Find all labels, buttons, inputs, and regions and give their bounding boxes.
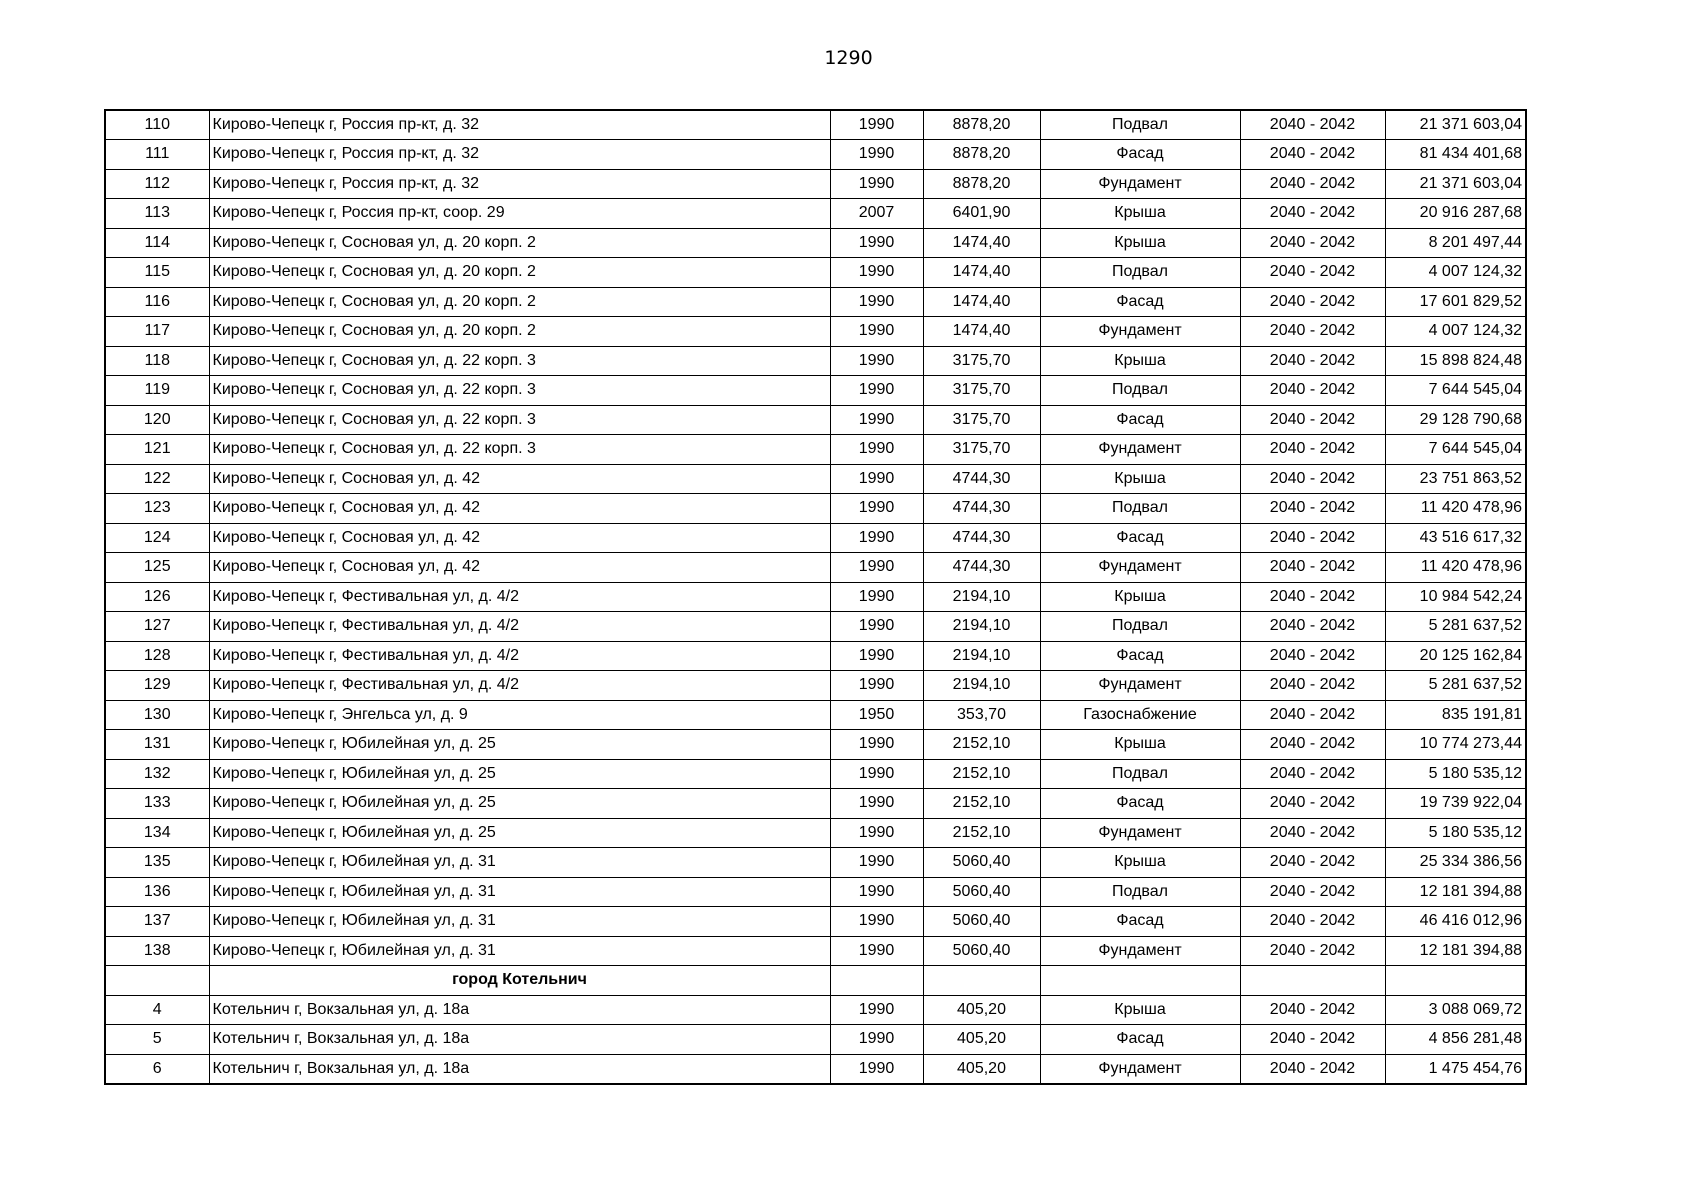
year-built-cell: 1990: [830, 848, 923, 878]
area-cell: 5060,40: [923, 877, 1040, 907]
period-cell: 2040 - 2042: [1240, 877, 1385, 907]
period-cell: 2040 - 2042: [1240, 199, 1385, 229]
cost-cell: 4 007 124,32: [1385, 258, 1526, 288]
area-cell: 405,20: [923, 1054, 1040, 1084]
row-number-cell: 120: [105, 405, 209, 435]
table-row: [105, 936, 1526, 966]
year-built-cell: [830, 966, 923, 996]
work-type-cell: Газоснабжение: [1040, 700, 1240, 730]
cost-cell: 5 281 637,52: [1385, 612, 1526, 642]
period-cell: 2040 - 2042: [1240, 494, 1385, 524]
table-row: [105, 346, 1526, 376]
address-cell: Кирово-Чепецк г, Сосновая ул, д. 42: [209, 553, 830, 583]
row-number-cell: 110: [105, 110, 209, 140]
year-built-cell: 1990: [830, 405, 923, 435]
table-row: [105, 405, 1526, 435]
year-built-cell: 1990: [830, 228, 923, 258]
address-cell: Кирово-Чепецк г, Фестивальная ул, д. 4/2: [209, 612, 830, 642]
address-cell: Кирово-Чепецк г, Фестивальная ул, д. 4/2: [209, 641, 830, 671]
year-built-cell: 1990: [830, 671, 923, 701]
address-cell: Котельнич г, Вокзальная ул, д. 18а: [209, 1025, 830, 1055]
row-number-cell: 119: [105, 376, 209, 406]
cost-cell: 23 751 863,52: [1385, 464, 1526, 494]
period-cell: 2040 - 2042: [1240, 730, 1385, 760]
table-row: [105, 995, 1526, 1025]
year-built-cell: 1950: [830, 700, 923, 730]
row-number-cell: 136: [105, 877, 209, 907]
work-type-cell: Фасад: [1040, 789, 1240, 819]
address-cell: Кирово-Чепецк г, Энгельса ул, д. 9: [209, 700, 830, 730]
year-built-cell: 1990: [830, 376, 923, 406]
period-cell: 2040 - 2042: [1240, 346, 1385, 376]
row-number-cell: 129: [105, 671, 209, 701]
cost-cell: 8 201 497,44: [1385, 228, 1526, 258]
area-cell: 405,20: [923, 1025, 1040, 1055]
period-cell: 2040 - 2042: [1240, 464, 1385, 494]
table-row: [105, 1025, 1526, 1055]
address-cell: Кирово-Чепецк г, Юбилейная ул, д. 31: [209, 877, 830, 907]
area-cell: 4744,30: [923, 523, 1040, 553]
work-type-cell: Фасад: [1040, 405, 1240, 435]
period-cell: 2040 - 2042: [1240, 936, 1385, 966]
work-type-cell: Фундамент: [1040, 169, 1240, 199]
period-cell: 2040 - 2042: [1240, 140, 1385, 170]
period-cell: 2040 - 2042: [1240, 287, 1385, 317]
period-cell: 2040 - 2042: [1240, 405, 1385, 435]
year-built-cell: 2007: [830, 199, 923, 229]
table-row: [105, 140, 1526, 170]
row-number-cell: 118: [105, 346, 209, 376]
address-cell: Кирово-Чепецк г, Россия пр-кт, соор. 29: [209, 199, 830, 229]
area-cell: 1474,40: [923, 258, 1040, 288]
year-built-cell: 1990: [830, 818, 923, 848]
row-number-cell: 113: [105, 199, 209, 229]
cost-cell: 29 128 790,68: [1385, 405, 1526, 435]
row-number-cell: 135: [105, 848, 209, 878]
work-type-cell: Фундамент: [1040, 553, 1240, 583]
area-cell: 3175,70: [923, 376, 1040, 406]
work-type-cell: Фундамент: [1040, 435, 1240, 465]
year-built-cell: 1990: [830, 1054, 923, 1084]
work-type-cell: Фасад: [1040, 641, 1240, 671]
work-type-cell: Крыша: [1040, 995, 1240, 1025]
area-cell: 3175,70: [923, 435, 1040, 465]
row-number-cell: 122: [105, 464, 209, 494]
year-built-cell: 1990: [830, 258, 923, 288]
address-cell: Котельнич г, Вокзальная ул, д. 18а: [209, 995, 830, 1025]
year-built-cell: 1990: [830, 789, 923, 819]
table-row: [105, 376, 1526, 406]
area-cell: 1474,40: [923, 287, 1040, 317]
address-cell: Кирово-Чепецк г, Россия пр-кт, д. 32: [209, 110, 830, 140]
year-built-cell: 1990: [830, 464, 923, 494]
cost-cell: 11 420 478,96: [1385, 494, 1526, 524]
repair-schedule-table: [104, 109, 1527, 1085]
table-row: [105, 110, 1526, 140]
table-row: [105, 553, 1526, 583]
table-row: [105, 671, 1526, 701]
row-number-cell: 117: [105, 317, 209, 347]
address-cell: Кирово-Чепецк г, Сосновая ул, д. 42: [209, 494, 830, 524]
period-cell: 2040 - 2042: [1240, 995, 1385, 1025]
area-cell: 3175,70: [923, 405, 1040, 435]
year-built-cell: 1990: [830, 907, 923, 937]
table-row: [105, 435, 1526, 465]
work-type-cell: Фасад: [1040, 287, 1240, 317]
area-cell: 4744,30: [923, 494, 1040, 524]
work-type-cell: Подвал: [1040, 759, 1240, 789]
area-cell: 5060,40: [923, 848, 1040, 878]
area-cell: 8878,20: [923, 169, 1040, 199]
work-type-cell: [1040, 966, 1240, 996]
row-number-cell: [105, 966, 209, 996]
area-cell: 6401,90: [923, 199, 1040, 229]
row-number-cell: 131: [105, 730, 209, 760]
area-cell: 5060,40: [923, 907, 1040, 937]
row-number-cell: 132: [105, 759, 209, 789]
table-row: [105, 877, 1526, 907]
address-cell: Кирово-Чепецк г, Юбилейная ул, д. 31: [209, 936, 830, 966]
period-cell: 2040 - 2042: [1240, 789, 1385, 819]
work-type-cell: Фундамент: [1040, 818, 1240, 848]
address-cell: Кирово-Чепецк г, Сосновая ул, д. 42: [209, 523, 830, 553]
cost-cell: 19 739 922,04: [1385, 789, 1526, 819]
year-built-cell: 1990: [830, 169, 923, 199]
year-built-cell: 1990: [830, 435, 923, 465]
table-row: [105, 582, 1526, 612]
cost-cell: 5 180 535,12: [1385, 818, 1526, 848]
cost-cell: 21 371 603,04: [1385, 110, 1526, 140]
area-cell: 2152,10: [923, 759, 1040, 789]
address-cell: Кирово-Чепецк г, Фестивальная ул, д. 4/2: [209, 582, 830, 612]
period-cell: 2040 - 2042: [1240, 671, 1385, 701]
cost-cell: 7 644 545,04: [1385, 376, 1526, 406]
cost-cell: 1 475 454,76: [1385, 1054, 1526, 1084]
table-row: [105, 907, 1526, 937]
address-cell: Кирово-Чепецк г, Юбилейная ул, д. 31: [209, 848, 830, 878]
period-cell: 2040 - 2042: [1240, 848, 1385, 878]
row-number-cell: 130: [105, 700, 209, 730]
year-built-cell: 1990: [830, 612, 923, 642]
period-cell: 2040 - 2042: [1240, 700, 1385, 730]
area-cell: 2194,10: [923, 641, 1040, 671]
year-built-cell: 1990: [830, 582, 923, 612]
area-cell: 353,70: [923, 700, 1040, 730]
table-row: [105, 317, 1526, 347]
row-number-cell: 128: [105, 641, 209, 671]
work-type-cell: Крыша: [1040, 464, 1240, 494]
cost-cell: 46 416 012,96: [1385, 907, 1526, 937]
period-cell: 2040 - 2042: [1240, 169, 1385, 199]
address-cell: Кирово-Чепецк г, Юбилейная ул, д. 25: [209, 730, 830, 760]
cost-cell: 15 898 824,48: [1385, 346, 1526, 376]
table-row: [105, 199, 1526, 229]
year-built-cell: 1990: [830, 1025, 923, 1055]
year-built-cell: 1990: [830, 494, 923, 524]
period-cell: 2040 - 2042: [1240, 258, 1385, 288]
row-number-cell: 115: [105, 258, 209, 288]
area-cell: 2194,10: [923, 671, 1040, 701]
cost-cell: 11 420 478,96: [1385, 553, 1526, 583]
table-row: [105, 789, 1526, 819]
row-number-cell: 6: [105, 1054, 209, 1084]
cost-cell: 835 191,81: [1385, 700, 1526, 730]
period-cell: 2040 - 2042: [1240, 317, 1385, 347]
address-cell: Кирово-Чепецк г, Сосновая ул, д. 22 корп. 3: [209, 376, 830, 406]
table-row: [105, 730, 1526, 760]
work-type-cell: Крыша: [1040, 730, 1240, 760]
address-cell: Кирово-Чепецк г, Юбилейная ул, д. 31: [209, 907, 830, 937]
row-number-cell: 123: [105, 494, 209, 524]
table-row: [105, 464, 1526, 494]
year-built-cell: 1990: [830, 877, 923, 907]
cost-cell: 7 644 545,04: [1385, 435, 1526, 465]
address-cell: Кирово-Чепецк г, Юбилейная ул, д. 25: [209, 818, 830, 848]
table-row: [105, 523, 1526, 553]
row-number-cell: 5: [105, 1025, 209, 1055]
cost-cell: 20 916 287,68: [1385, 199, 1526, 229]
section-header-row: [105, 966, 1526, 996]
address-cell: Кирово-Чепецк г, Юбилейная ул, д. 25: [209, 789, 830, 819]
table-row: [105, 287, 1526, 317]
table-row: [105, 848, 1526, 878]
cost-cell: 10 984 542,24: [1385, 582, 1526, 612]
cost-cell: 21 371 603,04: [1385, 169, 1526, 199]
area-cell: 2152,10: [923, 818, 1040, 848]
cost-cell: 10 774 273,44: [1385, 730, 1526, 760]
period-cell: 2040 - 2042: [1240, 612, 1385, 642]
table-row: [105, 494, 1526, 524]
row-number-cell: 138: [105, 936, 209, 966]
section-title-cell: город Котельнич: [209, 966, 830, 996]
period-cell: 2040 - 2042: [1240, 1054, 1385, 1084]
address-cell: Кирово-Чепецк г, Сосновая ул, д. 20 корп. 2: [209, 317, 830, 347]
table-row: [105, 612, 1526, 642]
period-cell: 2040 - 2042: [1240, 110, 1385, 140]
period-cell: 2040 - 2042: [1240, 523, 1385, 553]
area-cell: 4744,30: [923, 464, 1040, 494]
cost-cell: 5 281 637,52: [1385, 671, 1526, 701]
table-row: [105, 641, 1526, 671]
address-cell: Котельнич г, Вокзальная ул, д. 18а: [209, 1054, 830, 1084]
year-built-cell: 1990: [830, 553, 923, 583]
row-number-cell: 137: [105, 907, 209, 937]
year-built-cell: 1990: [830, 317, 923, 347]
period-cell: 2040 - 2042: [1240, 228, 1385, 258]
cost-cell: 81 434 401,68: [1385, 140, 1526, 170]
cost-cell: 5 180 535,12: [1385, 759, 1526, 789]
area-cell: 8878,20: [923, 110, 1040, 140]
work-type-cell: Фундамент: [1040, 317, 1240, 347]
work-type-cell: Крыша: [1040, 199, 1240, 229]
address-cell: Кирово-Чепецк г, Сосновая ул, д. 20 корп. 2: [209, 228, 830, 258]
row-number-cell: 127: [105, 612, 209, 642]
address-cell: Кирово-Чепецк г, Сосновая ул, д. 22 корп. 3: [209, 405, 830, 435]
address-cell: Кирово-Чепецк г, Сосновая ул, д. 20 корп. 2: [209, 287, 830, 317]
row-number-cell: 126: [105, 582, 209, 612]
row-number-cell: 125: [105, 553, 209, 583]
period-cell: 2040 - 2042: [1240, 641, 1385, 671]
row-number-cell: 112: [105, 169, 209, 199]
table-body: [105, 110, 1526, 1084]
address-cell: Кирово-Чепецк г, Россия пр-кт, д. 32: [209, 169, 830, 199]
row-number-cell: 4: [105, 995, 209, 1025]
address-cell: Кирово-Чепецк г, Фестивальная ул, д. 4/2: [209, 671, 830, 701]
table-row: [105, 228, 1526, 258]
work-type-cell: Подвал: [1040, 376, 1240, 406]
address-cell: Кирово-Чепецк г, Сосновая ул, д. 20 корп. 2: [209, 258, 830, 288]
work-type-cell: Крыша: [1040, 848, 1240, 878]
work-type-cell: Фасад: [1040, 140, 1240, 170]
area-cell: 1474,40: [923, 317, 1040, 347]
row-number-cell: 124: [105, 523, 209, 553]
work-type-cell: Крыша: [1040, 346, 1240, 376]
work-type-cell: Крыша: [1040, 582, 1240, 612]
period-cell: 2040 - 2042: [1240, 582, 1385, 612]
row-number-cell: 111: [105, 140, 209, 170]
period-cell: 2040 - 2042: [1240, 435, 1385, 465]
row-number-cell: 121: [105, 435, 209, 465]
period-cell: 2040 - 2042: [1240, 553, 1385, 583]
table-row: [105, 818, 1526, 848]
table-row: [105, 169, 1526, 199]
period-cell: 2040 - 2042: [1240, 759, 1385, 789]
table-row: [105, 759, 1526, 789]
year-built-cell: 1990: [830, 287, 923, 317]
table-row: [105, 700, 1526, 730]
address-cell: Кирово-Чепецк г, Россия пр-кт, д. 32: [209, 140, 830, 170]
row-number-cell: 116: [105, 287, 209, 317]
area-cell: 2152,10: [923, 789, 1040, 819]
area-cell: 2194,10: [923, 612, 1040, 642]
work-type-cell: Фасад: [1040, 523, 1240, 553]
address-cell: Кирово-Чепецк г, Сосновая ул, д. 22 корп. 3: [209, 346, 830, 376]
cost-cell: 3 088 069,72: [1385, 995, 1526, 1025]
area-cell: 1474,40: [923, 228, 1040, 258]
year-built-cell: 1990: [830, 730, 923, 760]
cost-cell: [1385, 966, 1526, 996]
area-cell: [923, 966, 1040, 996]
year-built-cell: 1990: [830, 759, 923, 789]
cost-cell: 4 856 281,48: [1385, 1025, 1526, 1055]
year-built-cell: 1990: [830, 523, 923, 553]
work-type-cell: Фундамент: [1040, 936, 1240, 966]
cost-cell: 20 125 162,84: [1385, 641, 1526, 671]
work-type-cell: Подвал: [1040, 877, 1240, 907]
work-type-cell: Фасад: [1040, 1025, 1240, 1055]
area-cell: 2152,10: [923, 730, 1040, 760]
period-cell: 2040 - 2042: [1240, 1025, 1385, 1055]
area-cell: 3175,70: [923, 346, 1040, 376]
cost-cell: 4 007 124,32: [1385, 317, 1526, 347]
address-cell: Кирово-Чепецк г, Сосновая ул, д. 42: [209, 464, 830, 494]
cost-cell: 12 181 394,88: [1385, 877, 1526, 907]
area-cell: 2194,10: [923, 582, 1040, 612]
row-number-cell: 133: [105, 789, 209, 819]
work-type-cell: Подвал: [1040, 494, 1240, 524]
period-cell: 2040 - 2042: [1240, 376, 1385, 406]
cost-cell: 43 516 617,32: [1385, 523, 1526, 553]
area-cell: 405,20: [923, 995, 1040, 1025]
area-cell: 5060,40: [923, 936, 1040, 966]
work-type-cell: Фасад: [1040, 907, 1240, 937]
cost-cell: 12 181 394,88: [1385, 936, 1526, 966]
work-type-cell: Подвал: [1040, 110, 1240, 140]
area-cell: 4744,30: [923, 553, 1040, 583]
period-cell: 2040 - 2042: [1240, 907, 1385, 937]
work-type-cell: Фундамент: [1040, 1054, 1240, 1084]
work-type-cell: Фундамент: [1040, 671, 1240, 701]
cost-cell: 17 601 829,52: [1385, 287, 1526, 317]
year-built-cell: 1990: [830, 110, 923, 140]
area-cell: 8878,20: [923, 140, 1040, 170]
period-cell: 2040 - 2042: [1240, 818, 1385, 848]
table-row: [105, 1054, 1526, 1084]
row-number-cell: 134: [105, 818, 209, 848]
period-cell: [1240, 966, 1385, 996]
row-number-cell: 114: [105, 228, 209, 258]
year-built-cell: 1990: [830, 936, 923, 966]
work-type-cell: Подвал: [1040, 258, 1240, 288]
year-built-cell: 1990: [830, 346, 923, 376]
year-built-cell: 1990: [830, 995, 923, 1025]
work-type-cell: Крыша: [1040, 228, 1240, 258]
year-built-cell: 1990: [830, 140, 923, 170]
year-built-cell: 1990: [830, 641, 923, 671]
work-type-cell: Подвал: [1040, 612, 1240, 642]
address-cell: Кирово-Чепецк г, Юбилейная ул, д. 25: [209, 759, 830, 789]
page-number: 1290: [824, 47, 873, 69]
table-row: [105, 258, 1526, 288]
address-cell: Кирово-Чепецк г, Сосновая ул, д. 22 корп. 3: [209, 435, 830, 465]
cost-cell: 25 334 386,56: [1385, 848, 1526, 878]
